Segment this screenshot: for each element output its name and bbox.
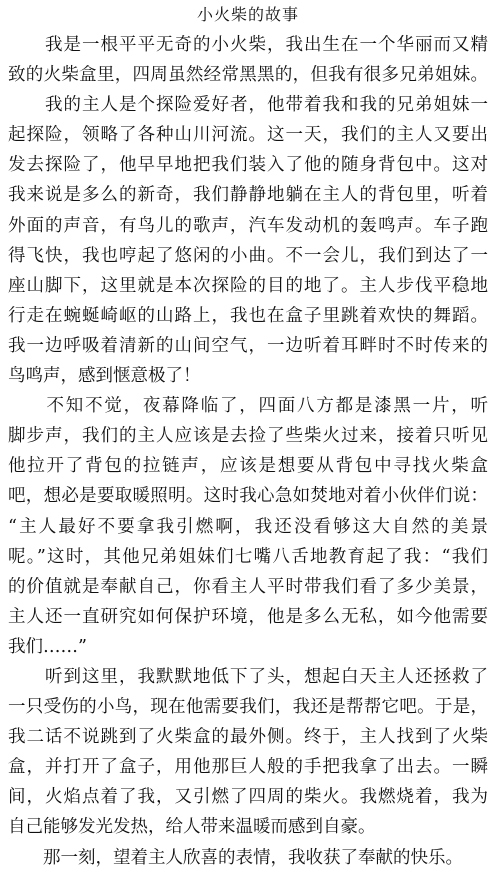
document-title: 小火柴的故事 bbox=[196, 5, 299, 24]
text-line: 吧，想必是要取暖照明。这时我心急如焚地对着小伙伴们说： bbox=[8, 486, 488, 507]
text-line: 起探险，领略了各种山川河流。这一天，我们的主人又要出 bbox=[8, 125, 488, 146]
document-body bbox=[8, 30, 488, 873]
text-line: 间，火焰点着了我，又引燃了四周的柴火。我燃烧着，我为 bbox=[8, 787, 488, 808]
text-line: 致的火柴盒里，四周虽然经常黑黑的，但我有很多兄弟姐妹。 bbox=[8, 65, 488, 86]
text-line: 主人还一直研究如何保护环境，他是多么无私，如今他需要 bbox=[8, 606, 488, 627]
text-line: 外面的声音，有鸟儿的歌声，汽车发动机的轰鸣声。车子跑 bbox=[8, 215, 488, 236]
text-line: 脚步声，我们的主人应该是去捡了些柴火过来，接着只听见 bbox=[8, 426, 488, 447]
text-line: 我的主人是个探险爱好者，他带着我和我的兄弟姐妹一 bbox=[8, 95, 488, 116]
text-line: 听到这里，我默默地低下了头，想起白天主人还拯救了 bbox=[8, 666, 488, 687]
text-line: 座山脚下，这里就是本次探险的目的地了。主人步伐平稳地 bbox=[8, 275, 488, 296]
text-line: 鸟鸣声，感到惬意极了！ bbox=[8, 366, 201, 387]
text-line: 的价值就是奉献自己，你看主人平时带我们看了多少美景， bbox=[8, 576, 488, 597]
text-line: 我一边呼吸着清新的山间空气，一边听着耳畔时不时传来的 bbox=[8, 335, 488, 356]
text-line: 我二话不说跳到了火柴盒的最外侧。终于，主人找到了火柴 bbox=[8, 727, 488, 748]
text-line: 行走在蜿蜒崎岖的山路上，我也在盒子里跳着欢快的舞蹈。 bbox=[8, 305, 488, 326]
text-line: 他拉开了背包的拉链声，应该是想要从背包中寻找火柴盒 bbox=[8, 456, 488, 477]
text-line: 不知不觉，夜幕降临了，四面八方都是漆黑一片，听 bbox=[8, 396, 488, 417]
text-line: “主人最好不要拿我引燃啊，我还没看够这大自然的美景 bbox=[8, 516, 488, 537]
text-line: 我是一根平平无奇的小火柴，我出生在一个华丽而又精 bbox=[8, 35, 488, 55]
text-line: 我来说是多么的新奇，我们静静地躺在主人的背包里，听着 bbox=[8, 185, 488, 206]
text-line: 自己能够发光发热，给人带来温暖而感到自豪。 bbox=[8, 817, 376, 838]
text-line: 那一刻，望着主人欣喜的表情，我收获了奉献的快乐。 bbox=[8, 847, 463, 868]
text-line: 发去探险了，他早早地把我们装入了他的随身背包中。这对 bbox=[8, 155, 488, 176]
text-line: 得飞快，我也哼起了悠闲的小曲。不一会儿，我们到达了一 bbox=[8, 245, 488, 266]
text-line: 呢。”这时，其他兄弟姐妹们七嘴八舌地教育起了我：“我们 bbox=[8, 546, 488, 567]
text-line: 我们……” bbox=[8, 636, 87, 657]
text-line: 盒，并打开了盒子，用他那巨人般的手把我拿了出去。一瞬 bbox=[8, 757, 488, 778]
text-line: 一只受伤的小鸟，现在他需要我们，我还是帮帮它吧。于是， bbox=[8, 697, 488, 718]
